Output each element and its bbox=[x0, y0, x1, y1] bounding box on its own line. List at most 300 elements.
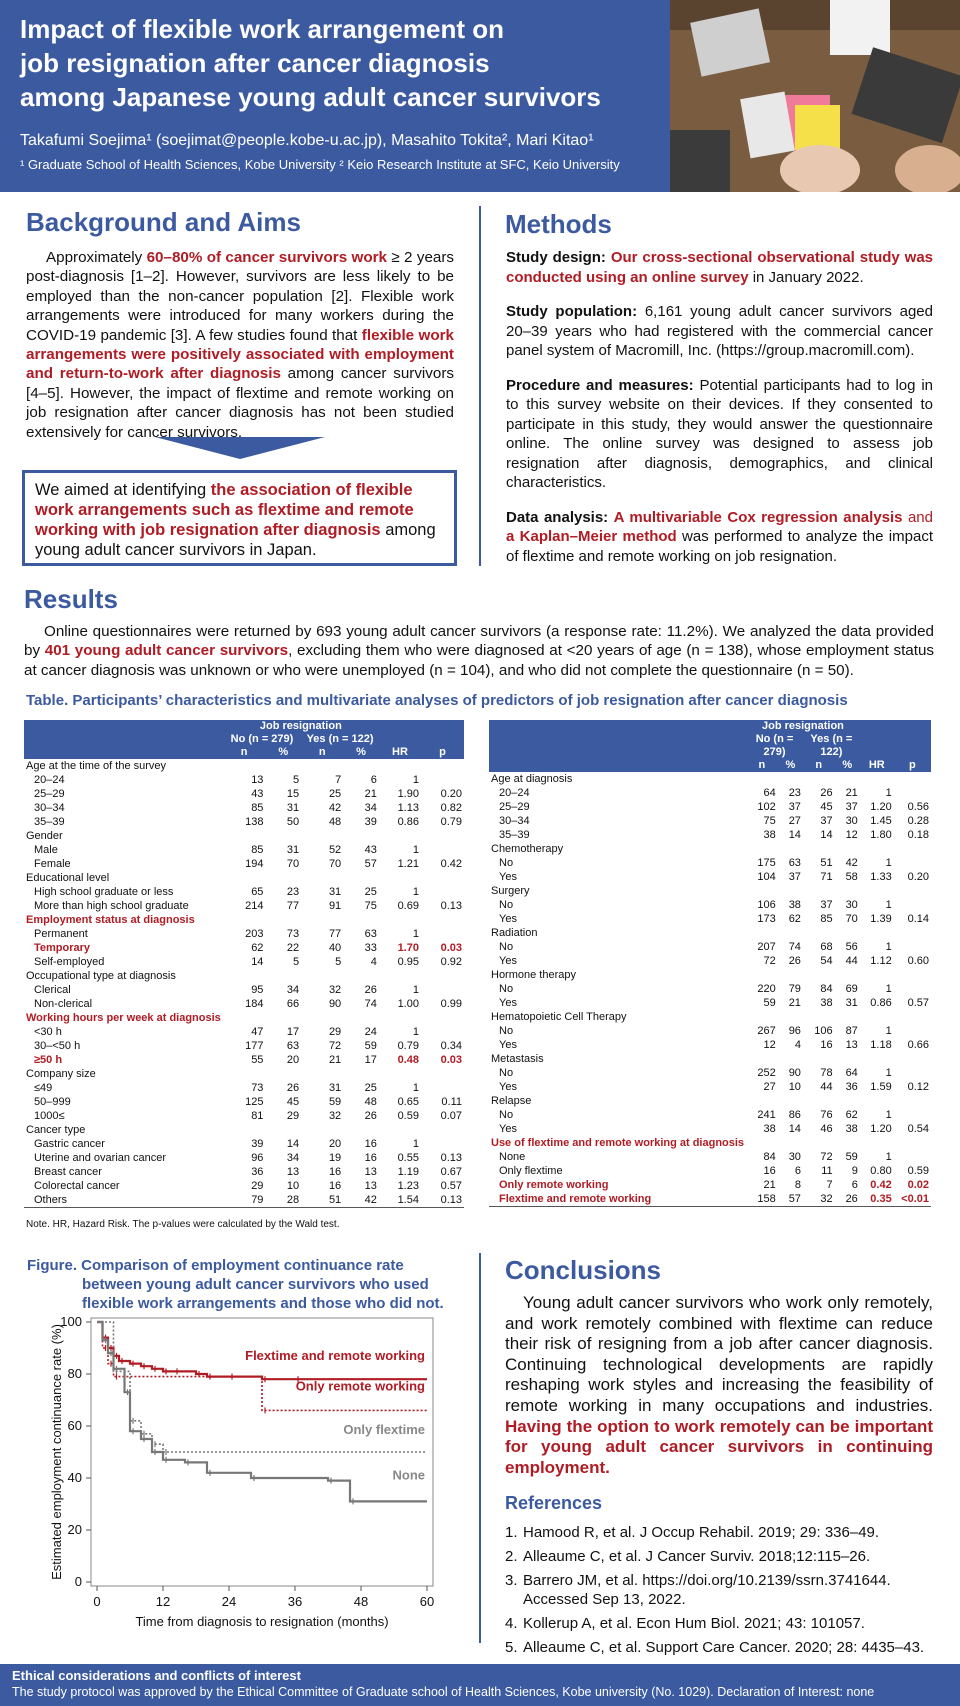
cell: 0.12 bbox=[907, 1081, 929, 1093]
table-row bbox=[489, 912, 931, 926]
row-label: 1000≤ bbox=[34, 1110, 65, 1122]
row-label: High school graduate or less bbox=[34, 886, 174, 898]
cell: 13 bbox=[286, 1166, 300, 1178]
row-label: Self-employed bbox=[34, 956, 105, 968]
cell bbox=[265, 1123, 301, 1137]
cell: 0.99 bbox=[440, 998, 462, 1010]
cell bbox=[860, 842, 894, 856]
cell bbox=[223, 829, 266, 843]
cell: 177 bbox=[245, 1040, 264, 1052]
cell bbox=[421, 1011, 464, 1025]
cell: 203 bbox=[245, 928, 264, 940]
cell: 16 bbox=[328, 1180, 342, 1192]
cell: 85 bbox=[251, 802, 264, 814]
row-label: Yes bbox=[499, 1081, 517, 1093]
methods-design: Study design: Our cross-sectional observational study was conducted using an online survey in January 2022. bbox=[506, 249, 933, 286]
table-row bbox=[24, 1053, 464, 1067]
results-heading: Results bbox=[24, 584, 118, 614]
cell bbox=[343, 1067, 379, 1081]
cell: 0.13 bbox=[440, 1152, 462, 1164]
cell bbox=[421, 927, 464, 941]
aim-box: We aimed at identifying the association of flexible work arrangements such as flextime and remote working with job resignation after diagnosis among young adult cancer survivors in Japan. bbox=[22, 470, 457, 566]
cell: 31 bbox=[845, 997, 858, 1009]
cell bbox=[421, 843, 464, 857]
cell bbox=[860, 1052, 894, 1066]
cell bbox=[803, 926, 835, 940]
cell: 8 bbox=[794, 1179, 801, 1191]
reference-item: 1. Hamood R, et al. J Occup Rehabil. 2019; 29: 336–49. bbox=[505, 1524, 880, 1541]
cell: 21 bbox=[364, 788, 377, 800]
cell: 13 bbox=[364, 1166, 377, 1178]
table-row bbox=[489, 1122, 931, 1136]
cell: 87 bbox=[845, 1025, 858, 1037]
cell: 1 bbox=[885, 1151, 892, 1163]
cell: 31 bbox=[286, 844, 300, 856]
row-label: Male bbox=[34, 844, 58, 856]
cell: 0.80 bbox=[870, 1165, 892, 1177]
cell: 0.07 bbox=[440, 1110, 462, 1122]
cell: 29 bbox=[328, 1026, 342, 1038]
cell: 158 bbox=[746, 1192, 778, 1207]
cell bbox=[265, 1067, 301, 1081]
cell: 77 bbox=[286, 900, 300, 912]
table-row bbox=[489, 1108, 931, 1122]
cell: 84 bbox=[820, 983, 833, 995]
affiliations: ¹ Graduate School of Health Sciences, Kobe University ² Keio Research Institute at SFC, Keio University bbox=[20, 157, 620, 172]
cell bbox=[379, 1067, 421, 1081]
cell bbox=[894, 1108, 931, 1122]
cell: 36 bbox=[251, 1166, 264, 1178]
cell: 184 bbox=[245, 998, 264, 1010]
cell: 0.69 bbox=[397, 900, 419, 912]
y-tick-label: 60 bbox=[67, 1418, 82, 1433]
cell: 51 bbox=[820, 857, 833, 869]
cell: 1 bbox=[412, 886, 419, 898]
cell: 0.20 bbox=[440, 788, 462, 800]
row-label: 50–999 bbox=[34, 1096, 71, 1108]
authors: Takafumi Soejima¹ (soejimat@people.kobe-u.ac.jp), Masahito Tokita², Mari Kitao¹ bbox=[20, 132, 594, 149]
cell: 1.59 bbox=[870, 1081, 892, 1093]
cell: 65 bbox=[251, 886, 264, 898]
cell bbox=[835, 1094, 860, 1108]
row-label: Non-clerical bbox=[34, 998, 93, 1010]
cell: 17 bbox=[286, 1026, 300, 1038]
cell bbox=[421, 871, 464, 885]
row-label: Hormone therapy bbox=[491, 969, 576, 981]
cell bbox=[894, 884, 931, 898]
row-label: Others bbox=[24, 1193, 223, 1208]
cell: 1.21 bbox=[397, 858, 419, 870]
cell: 1 bbox=[412, 1026, 419, 1038]
cell: 175 bbox=[757, 857, 776, 869]
cell: 75 bbox=[763, 815, 776, 827]
cell bbox=[379, 1123, 421, 1137]
cell: 62 bbox=[251, 942, 264, 954]
cell bbox=[803, 1052, 835, 1066]
cell: 52 bbox=[328, 844, 342, 856]
cell: 23 bbox=[286, 886, 300, 898]
cell bbox=[379, 1011, 421, 1025]
cell: 5 bbox=[293, 956, 300, 968]
cell: 1 bbox=[885, 983, 892, 995]
row-label: 25–29 bbox=[499, 801, 530, 813]
cell: 7 bbox=[826, 1179, 833, 1191]
cell: 42 bbox=[343, 1193, 379, 1208]
cell bbox=[803, 772, 835, 786]
cell: 30 bbox=[845, 899, 858, 911]
cell bbox=[894, 1010, 931, 1024]
cell: 84 bbox=[763, 1151, 776, 1163]
x-tick-label: 12 bbox=[155, 1594, 171, 1609]
cell bbox=[379, 871, 421, 885]
cell: 29 bbox=[286, 1110, 300, 1122]
cell: 58 bbox=[845, 871, 858, 883]
cell: 106 bbox=[757, 899, 776, 911]
cell: 1.13 bbox=[397, 802, 419, 814]
cell: 63 bbox=[788, 857, 801, 869]
cell: 95 bbox=[251, 984, 264, 996]
cell: 59 bbox=[328, 1096, 342, 1108]
cell bbox=[343, 871, 379, 885]
methods-text bbox=[506, 248, 933, 581]
table-category-row bbox=[24, 759, 464, 773]
cell: 13 bbox=[845, 1039, 858, 1051]
cell: 0.79 bbox=[440, 816, 462, 828]
cell: 1.23 bbox=[397, 1180, 419, 1192]
methods-analysis: Data analysis: A multivariable Cox regression analysis and a Kaplan–Meier method was performed to analyze the impact of flextime and remote working on job resignation. bbox=[506, 508, 933, 565]
cell: 19 bbox=[328, 1152, 342, 1164]
row-label: Employment status at diagnosis bbox=[26, 914, 195, 926]
cell bbox=[265, 1011, 301, 1025]
table-category-row bbox=[489, 1010, 931, 1024]
cell bbox=[379, 913, 421, 927]
cell: 39 bbox=[364, 816, 377, 828]
cell bbox=[835, 842, 860, 856]
cell: 102 bbox=[757, 801, 776, 813]
cell: 16 bbox=[364, 1138, 377, 1150]
cell bbox=[746, 968, 778, 982]
cell bbox=[746, 1052, 778, 1066]
cell: 1.20 bbox=[870, 801, 892, 813]
cell bbox=[223, 1011, 266, 1025]
cell: 0.86 bbox=[870, 997, 892, 1009]
table-row bbox=[24, 899, 464, 913]
row-label: ≥50 h bbox=[34, 1054, 63, 1066]
cell: 57 bbox=[364, 858, 377, 870]
cell: 63 bbox=[286, 1040, 300, 1052]
table-row bbox=[24, 955, 464, 969]
table-row bbox=[489, 1080, 931, 1094]
cell: 70 bbox=[286, 858, 300, 870]
cell: 59 bbox=[364, 1040, 377, 1052]
footer-text: The study protocol was approved by the Ethical Committee of Graduate school of Health Sciences, Kobe university (No. 1029). Declaration of Interest: none bbox=[12, 1685, 875, 1699]
table-category-row bbox=[24, 1067, 464, 1081]
cell: 34 bbox=[286, 1152, 300, 1164]
row-label: Age at the time of the survey bbox=[26, 760, 167, 772]
title-line-3: among Japanese young adult cancer survivors bbox=[20, 82, 601, 112]
cell: 38 bbox=[820, 997, 833, 1009]
cell: 0.42 bbox=[440, 858, 462, 870]
row-label: 30–34 bbox=[34, 802, 65, 814]
table-row bbox=[24, 941, 464, 955]
cell: 0.03 bbox=[440, 1054, 462, 1066]
row-label: 20–24 bbox=[499, 787, 530, 799]
cell bbox=[223, 759, 266, 773]
cell bbox=[421, 1137, 464, 1151]
cell: 43 bbox=[251, 788, 264, 800]
row-label: Educational level bbox=[26, 872, 110, 884]
cell: 74 bbox=[364, 998, 377, 1010]
cell: 69 bbox=[845, 983, 858, 995]
cell: 45 bbox=[820, 801, 833, 813]
x-tick-label: 48 bbox=[353, 1594, 369, 1609]
cell bbox=[301, 1011, 343, 1025]
row-label: Clerical bbox=[34, 984, 71, 996]
cell: 1 bbox=[885, 787, 892, 799]
cell: 37 bbox=[788, 871, 801, 883]
cell: 72 bbox=[820, 1151, 833, 1163]
cell bbox=[746, 1010, 778, 1024]
cell: 57 bbox=[778, 1192, 803, 1207]
cell bbox=[894, 1052, 931, 1066]
row-label: Use of flextime and remote working at diagnosis bbox=[491, 1137, 745, 1149]
cell bbox=[894, 856, 931, 870]
table-row bbox=[24, 1095, 464, 1109]
table-row bbox=[24, 997, 464, 1011]
cell: 16 bbox=[820, 1039, 833, 1051]
cell: 38 bbox=[763, 1123, 776, 1135]
series-label: None bbox=[392, 1467, 425, 1483]
cell: 22 bbox=[286, 942, 300, 954]
row-label: Gender bbox=[26, 830, 63, 842]
cell: 12 bbox=[845, 829, 858, 841]
cell bbox=[835, 772, 860, 786]
cell: 27 bbox=[788, 815, 801, 827]
cell bbox=[343, 829, 379, 843]
cell: 125 bbox=[245, 1096, 264, 1108]
cell: 194 bbox=[245, 858, 264, 870]
row-label: Yes bbox=[499, 871, 517, 883]
x-tick-label: 24 bbox=[221, 1594, 237, 1609]
cell: 26 bbox=[788, 955, 801, 967]
cell: 21 bbox=[328, 1054, 342, 1066]
cell: 1.39 bbox=[870, 913, 892, 925]
table-row bbox=[24, 983, 464, 997]
cell: 1 bbox=[412, 928, 419, 940]
cell bbox=[894, 926, 931, 940]
cell bbox=[860, 926, 894, 940]
references-list bbox=[505, 1523, 935, 1662]
cell bbox=[803, 884, 835, 898]
cell: 55 bbox=[251, 1054, 264, 1066]
cell bbox=[894, 842, 931, 856]
cell bbox=[778, 1052, 803, 1066]
cell: 267 bbox=[757, 1025, 776, 1037]
cell: 32 bbox=[803, 1192, 835, 1207]
results-intro: Online questionnaires were returned by 693 young adult cancer survivors (a response rate: 11.2%). We analyzed the data provided by 401 young adult cancer survivors, excluding them who were diagnosed at <20 years of age (n = 138), whose employment status at cancer diagnosis was unknown or who were unemployed (n = 104), and who did not complete the questionnaire (n = 50). bbox=[24, 623, 935, 679]
conclusions-heading: Conclusions bbox=[505, 1255, 662, 1285]
table-category-row bbox=[24, 969, 464, 983]
table-row bbox=[24, 1081, 464, 1095]
cell: 1.19 bbox=[397, 1166, 419, 1178]
cell: 42 bbox=[328, 802, 342, 814]
cell: 37 bbox=[820, 899, 833, 911]
cell bbox=[421, 829, 464, 843]
table-category-row bbox=[24, 1123, 464, 1137]
cell: 21 bbox=[763, 1179, 776, 1191]
row-label: No bbox=[499, 1109, 514, 1121]
cell bbox=[778, 1094, 803, 1108]
cell: 10 bbox=[286, 1180, 300, 1192]
x-tick-label: 36 bbox=[287, 1594, 303, 1609]
row-label: Company size bbox=[26, 1068, 96, 1080]
row-label: Relapse bbox=[491, 1095, 532, 1107]
cell: 25 bbox=[364, 1082, 377, 1094]
cell: 1.54 bbox=[379, 1193, 421, 1208]
cell bbox=[860, 1094, 894, 1108]
cell bbox=[894, 1150, 931, 1164]
cell bbox=[301, 759, 343, 773]
cell: 17 bbox=[364, 1054, 377, 1066]
table-row bbox=[24, 773, 464, 787]
background-text: Approximately 60–80% of cancer survivors work ≥ 2 years post-diagnosis [1–2]. However, survivors are less likely to be employed than the non-cancer population [2]. Flexible work arrangements were introduced for many workers during the COVID-19 pandemic [3]. A few studies found that flexible work arrangements were positively associated with employment and return-to-work after diagnosis among cancer survivors [4–5]. However, the impact of flextime and remote working on job resignation after cancer diagnosis has not been studied extensively for cancer survivors. bbox=[26, 249, 454, 441]
cell bbox=[803, 1010, 835, 1024]
cell: 0.95 bbox=[397, 956, 419, 968]
cell: 78 bbox=[820, 1067, 833, 1079]
cell bbox=[835, 1010, 860, 1024]
cell bbox=[860, 1136, 894, 1150]
cell: 90 bbox=[328, 998, 342, 1010]
cell: 46 bbox=[820, 1123, 833, 1135]
cell: 59 bbox=[845, 1151, 858, 1163]
cell: 28 bbox=[265, 1193, 301, 1208]
cell: 214 bbox=[245, 900, 264, 912]
cell bbox=[894, 898, 931, 912]
row-label: Colorectal cancer bbox=[34, 1180, 120, 1192]
table-row bbox=[489, 996, 931, 1010]
cell: 1 bbox=[412, 984, 419, 996]
cell bbox=[421, 983, 464, 997]
cell bbox=[343, 1123, 379, 1137]
cell: 85 bbox=[251, 844, 264, 856]
cell: 11 bbox=[821, 1165, 833, 1177]
cell: 0.92 bbox=[440, 956, 462, 968]
cell: 1.90 bbox=[397, 788, 419, 800]
table-row bbox=[489, 1178, 931, 1192]
table-row bbox=[489, 1192, 931, 1207]
cell: 26 bbox=[286, 1082, 300, 1094]
cell: 47 bbox=[251, 1026, 264, 1038]
cell: 37 bbox=[820, 815, 833, 827]
table-row bbox=[24, 801, 464, 815]
methods-heading: Methods bbox=[505, 209, 612, 239]
cell bbox=[343, 759, 379, 773]
cell: 207 bbox=[757, 941, 776, 953]
cell: 50 bbox=[286, 816, 300, 828]
cell: 38 bbox=[763, 829, 776, 841]
cell: 0.56 bbox=[907, 801, 929, 813]
cell: 16 bbox=[364, 1152, 377, 1164]
cell: 13 bbox=[364, 1180, 377, 1192]
row-label: No bbox=[499, 1067, 514, 1079]
table-row bbox=[24, 1165, 464, 1179]
table-category-row bbox=[489, 1094, 931, 1108]
cell: 1.33 bbox=[870, 871, 892, 883]
footer bbox=[0, 1664, 960, 1706]
cell bbox=[894, 1066, 931, 1080]
cell: 14 bbox=[251, 956, 264, 968]
series-label: Only remote working bbox=[295, 1378, 425, 1394]
references-heading: References bbox=[505, 1493, 603, 1513]
cell bbox=[421, 1081, 464, 1095]
cell: 6 bbox=[370, 774, 377, 786]
cell: 1.20 bbox=[870, 1123, 892, 1135]
table-row bbox=[489, 940, 931, 954]
cell: 29 bbox=[251, 1180, 264, 1192]
poster-title bbox=[20, 12, 660, 114]
cell: 30 bbox=[845, 815, 858, 827]
cell: 73 bbox=[251, 1082, 264, 1094]
cell bbox=[835, 1136, 860, 1150]
cell: 104 bbox=[757, 871, 776, 883]
cell: 21 bbox=[788, 997, 801, 1009]
cell: 1 bbox=[885, 1067, 892, 1079]
cell: 5 bbox=[335, 956, 342, 968]
cell: 24 bbox=[364, 1026, 377, 1038]
row-label: 20–24 bbox=[34, 774, 65, 786]
cell bbox=[835, 926, 860, 940]
cell bbox=[223, 871, 266, 885]
cell: 4 bbox=[794, 1039, 801, 1051]
cell: 38 bbox=[845, 1123, 858, 1135]
cell bbox=[343, 1011, 379, 1025]
reference-item: 4. Kollerup A, et al. Econ Hum Biol. 2021; 43: 101057. bbox=[505, 1615, 865, 1632]
table-title: Table. Participants’ characteristics and multivariate analyses of predictors of job resignation after cancer diagnosis bbox=[26, 692, 848, 709]
cell: 70 bbox=[328, 858, 342, 870]
cell: 0.20 bbox=[907, 871, 929, 883]
table-category-row bbox=[24, 1011, 464, 1025]
row-label: Yes bbox=[499, 997, 517, 1009]
title-line-1: Impact of flexible work arrangement on bbox=[20, 14, 504, 44]
table-row bbox=[489, 982, 931, 996]
cell: 252 bbox=[757, 1067, 776, 1079]
row-label: 35–39 bbox=[34, 816, 65, 828]
cell bbox=[223, 913, 266, 927]
cell: 91 bbox=[328, 900, 342, 912]
cell bbox=[835, 1052, 860, 1066]
cell: 37 bbox=[788, 801, 801, 813]
cell: 33 bbox=[364, 942, 377, 954]
cell: 51 bbox=[301, 1193, 343, 1208]
y-tick-label: 80 bbox=[67, 1366, 82, 1381]
cell: 14 bbox=[788, 1123, 801, 1135]
cell: 0.34 bbox=[440, 1040, 462, 1052]
row-label: Yes bbox=[499, 1039, 517, 1051]
cell bbox=[421, 1025, 464, 1039]
figure-title: Figure. Comparison of employment continuance rate between young adult cancer survivors who used flexible work arrangements and those who did not. bbox=[27, 1257, 444, 1312]
cell: 76 bbox=[820, 1109, 833, 1121]
cell: 10 bbox=[788, 1081, 801, 1093]
table-row bbox=[24, 815, 464, 829]
table-row bbox=[24, 1151, 464, 1165]
cell bbox=[223, 1067, 266, 1081]
cell: 63 bbox=[364, 928, 377, 940]
row-label: No bbox=[499, 983, 514, 995]
cell: 31 bbox=[286, 802, 300, 814]
cell bbox=[894, 982, 931, 996]
reference-item: 2. Alleaume C, et al. J Cancer Surviv. 2018;12:115–26. bbox=[505, 1548, 871, 1565]
cell: 4 bbox=[370, 956, 377, 968]
